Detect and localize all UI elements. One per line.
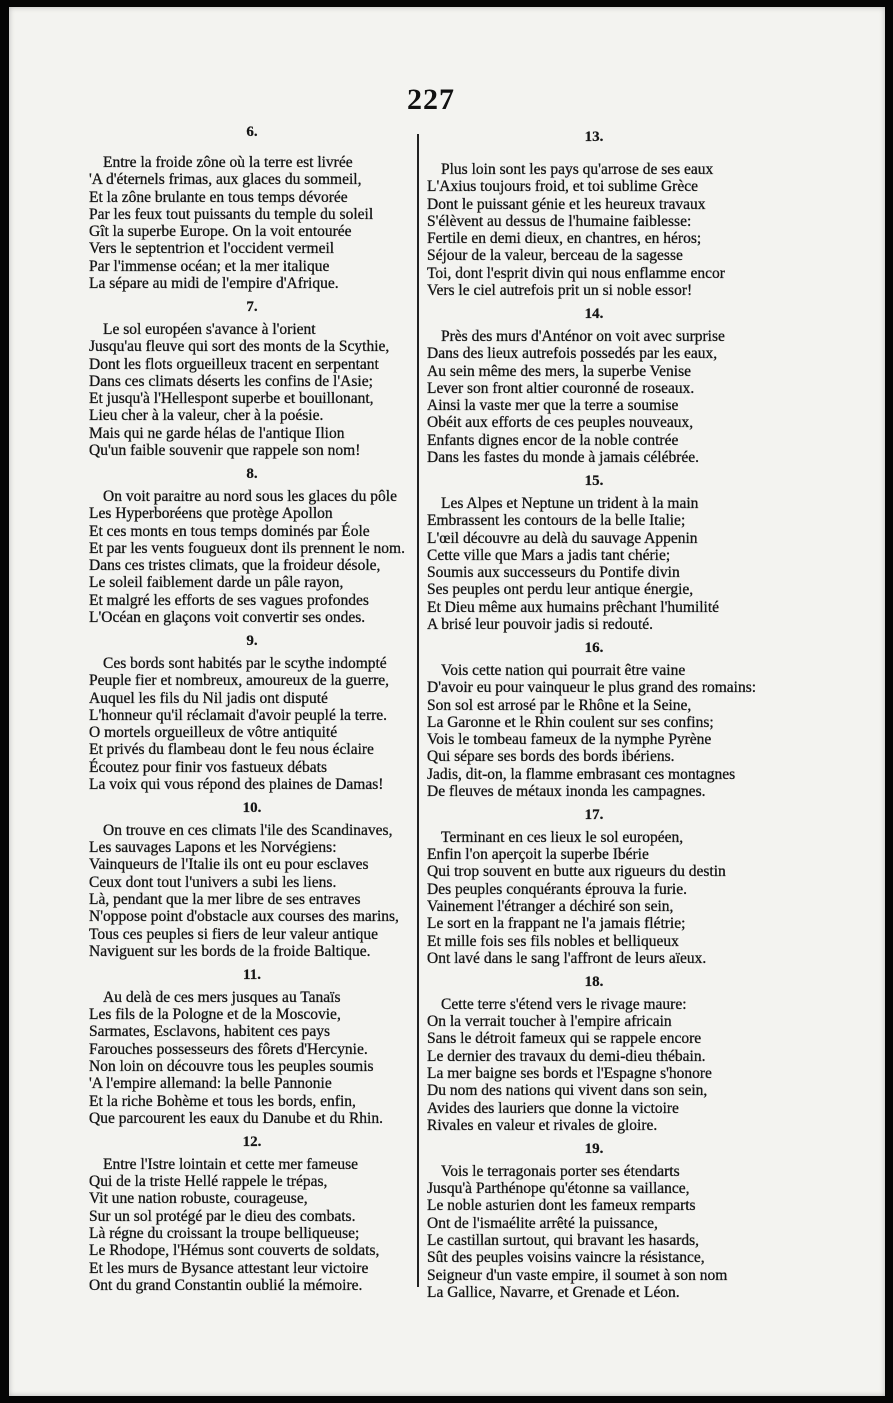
verse-text: Et Dieu même aux humains prêchant l'humilité [427,598,720,616]
verse-line [89,741,415,758]
verse-text: Lieu cher à la valeur, cher à la poésie. [89,407,324,425]
verse-line [427,161,761,178]
verse-line [427,1065,761,1082]
verse-text: La mer baigne ses bords et l'Espagne s'honore [427,1065,712,1083]
verse-text: Près des murs d'Anténor on voit avec surprise [441,327,725,345]
verse-text: Jadis, dit-on, la flamme embrasant ces montagnes [427,765,736,783]
verse-text: Naviguent sur les bords de la froide Baltique. [89,942,371,960]
verse-line [89,223,415,240]
verse-line [427,915,761,932]
verse-line [89,609,415,626]
verse-text: Vois le terragonais porter ses étendarts [441,1162,680,1180]
stanza-number: 19. [584,1140,604,1157]
verse-line [427,714,761,731]
verse-text: Farouches possesseurs des fôrets d'Hercynie. [89,1040,368,1058]
verse-text: Obéit aux efforts de ces peuples nouveaux, [427,414,694,432]
verse-text: Entre la froide zône où la terre est livrée [103,154,353,171]
verse-text: Ont lavé dans le sang l'affront de leurs aïeux. [427,949,707,967]
verse-line [89,1006,415,1023]
stanza-number: 9. [246,632,258,649]
verse-line [89,1242,415,1259]
verse-text: Les Alpes et Neptune un trident à la main [441,494,699,512]
verse-line [89,171,415,188]
verse-text: La Gallice, Navarre, et Grenade et Léon. [427,1283,680,1301]
stanza-number: 8. [246,465,258,482]
stanza [89,1129,415,1294]
verse-text: Qu'un faible souvenir que rappele son nom! [89,442,361,460]
verse-text: L'œil découvre au delà du sauvage Appenin [427,529,698,547]
verse-text: Au delà de ces mers jusques au Tanaïs [103,988,341,1006]
verse-line [427,1180,761,1197]
stanza [89,628,415,793]
stanza-number: 16. [584,639,604,656]
verse-line [427,547,761,564]
verse-line [427,213,761,230]
stanza [427,969,761,1134]
verse-line [89,1208,415,1225]
verse-text: Et par les vents fougueux dont ils prennent le nom. [89,539,405,557]
verse-line [89,1277,415,1294]
verse-line [89,154,415,171]
verse-text: On trouve en ces climats l'ile des Scandinaves, [103,821,393,839]
verse-line [89,442,415,459]
verse-line [89,1190,415,1207]
stanza-number: 11. [243,966,261,983]
stanza-number: 15. [584,472,604,489]
verse-text: Vois le tombeau fameux de la nymphe Pyrène [427,731,712,749]
verse-text: Au sein même des mers, la superbe Venise [427,362,692,380]
verse-line [427,1117,761,1134]
stanza-number: 7. [246,298,258,315]
verse-text: Et ces monts en tous temps dominés par Éole [89,522,370,540]
verse-line [89,373,415,390]
verse-line [89,1058,415,1075]
verse-text: Dont les flots orgueilleux tracent en serpentant [89,355,379,373]
stanza [427,802,761,967]
verse-line [427,414,761,431]
verse-text: Cette terre s'étend vers le rivage maure: [441,995,687,1013]
verse-text: Sût des peuples voisins vaincre la résistance, [427,1249,705,1267]
verse-text: Qui sépare ses bords des bords ibériens. [427,748,675,766]
verse-text: Non loin on découvre tous les peuples soumis [89,1058,374,1076]
stanza [427,1136,761,1301]
verse-line [427,530,761,547]
verse-text: La voix qui vous répond des plaines de Damas! [89,775,384,793]
verse-text: Écoutez pour finir vos fastueux débats [89,758,328,776]
verse-text: A brisé leur pouvoir jadis si redouté. [427,616,653,634]
verse-text: Vainqueurs de l'Italie ils ont eu pour esclaves [89,856,369,874]
verse-line [427,432,761,449]
verse-line [427,1100,761,1117]
stanza-number: 12. [242,1133,262,1150]
verse-text: Et jusqu'à l'Hellespont superbe et bouillonant, [89,390,374,408]
stanza-number: 13. [584,129,604,145]
verse-text: Du nom des nations qui vivent dans son sein, [427,1082,708,1100]
verse-text: Et malgré les efforts de ses vagues profondes [89,591,369,609]
verse-line [89,488,415,505]
verse-text: Le soleil faiblement darde un pâle rayon, [89,574,344,592]
verse-line [427,512,761,529]
verse-text: Embrassent les contours de la belle Italie; [427,512,686,530]
verse-text: Vois cette nation qui pourrait être vaine [441,661,686,679]
verse-text: Ont de l'ismaélite arrêté la puissance, [427,1214,658,1232]
verse-text: O mortels orgueilleux de vôtre antiquité [89,724,338,742]
verse-line [427,1232,761,1249]
stanza [89,461,415,626]
stanza-number: 6. [246,124,258,140]
stanza [427,301,761,466]
verse-text: On la verrait toucher à l'empire africain [427,1013,672,1031]
verse-text: Le sort en la frappant ne l'a jamais flétrie; [427,915,686,933]
verse-line [427,1215,761,1232]
verse-line [427,581,761,598]
verse-text: Que parcourent les eaux du Danube et du Rhin. [89,1109,383,1127]
verse-line [89,839,415,856]
verse-text: De fleuves de métaux inonda les campagnes. [427,782,706,800]
verse-text: Sarmates, Esclavons, habitent ces pays [89,1023,331,1041]
verse-line [89,1173,415,1190]
verse-text: Soumis aux successeurs du Pontife divin [427,564,680,582]
verse-line [89,523,415,540]
verse-text: Vainement l'étranger a déchiré son sein, [427,898,674,916]
verse-line [89,1225,415,1242]
verse-line [89,407,415,424]
verse-line [89,989,415,1006]
column-divider [417,134,419,1287]
verse-text: Le dernier des travaux du demi-dieu thébain. [427,1047,706,1065]
verse-line [89,540,415,557]
verse-text: Enfants dignes encor de la noble contrée [427,431,679,449]
stanza [89,119,415,292]
verse-text: Et la riche Bohème et tous les bords, enfin, [89,1092,356,1110]
verse-text: Tous ces peuples si fiers de leur valeur antique [89,925,379,943]
verse-line [427,282,761,299]
verse-line [89,707,415,724]
page-number: 227 [407,83,455,116]
verse-text: Dont le puissant génie et les heureux travaux [427,195,706,213]
verse-line [89,338,415,355]
verse-line [89,592,415,609]
verse-line [89,822,415,839]
verse-text: La Garonne et le Rhin coulent sur ses confins; [427,713,714,731]
verse-line [89,926,415,943]
stanza-number: 17. [584,806,604,823]
verse-line [427,933,761,950]
verse-text: On voit paraitre au nord sous les glaces du pôle [103,487,397,505]
verse-line [427,397,761,414]
verse-text: Des peuples conquérants éprouva la furie. [427,880,687,898]
verse-text: Ces bords sont habités par le scythe indompté [103,654,387,672]
verse-line [89,1075,415,1092]
verse-line [427,748,761,765]
verse-text: Dans les fastes du monde à jamais célébrée. [427,449,700,467]
verse-line [89,1156,415,1173]
stanza [427,124,761,299]
verse-text: Seigneur d'un vaste empire, il soumet à son nom [427,1266,728,1284]
verse-text: Le castillan surtout, qui bravant les hasards, [427,1232,700,1249]
verse-line [89,672,415,689]
verse-text: Par les feux tout puissants du temple du soleil [89,205,374,223]
verse-line [427,247,761,264]
verse-line [427,363,761,380]
verse-line [427,599,761,616]
stanza-number: 10. [242,799,262,816]
verse-text: S'élèvent au dessus de l'humaine faiblesse: [427,212,692,230]
verse-line [89,321,415,338]
verse-line [89,1023,415,1040]
verse-line [427,564,761,581]
stanza [427,468,761,633]
verse-line [427,662,761,679]
verse-line [427,230,761,247]
verse-text: Terminant en ces lieux le sol européen, [441,828,684,846]
verse-text: Ainsi la vaste mer que la terre a soumise [427,397,679,415]
verse-line [89,891,415,908]
verse-line [89,356,415,373]
column-right [427,124,761,1303]
verse-text: Rivales en valeur et rivales de gloire. [427,1116,658,1134]
verse-line [427,1013,761,1030]
stanza [89,962,415,1127]
verse-text: Et les murs de Bysance attestant leur victoire [89,1259,369,1277]
verse-text: D'avoir eu pour vainqueur le plus grand des romains: [427,679,757,697]
verse-text: Sans le détroit fameux qui se rappele encore [427,1030,702,1048]
verse-text: Ses peuples ont perdu leur antique énergie, [427,581,694,599]
verse-text: Peuple fier et nombreux, amoureux de la guerre, [89,672,389,690]
verse-text: Mais qui ne garde hélas de l'antique Ilion [89,424,345,442]
verse-text: Plus loin sont les pays qu'arrose de ses eaux [441,161,714,178]
verse-text: Et mille fois ses fils nobles et belliqueux [427,932,679,950]
verse-line [427,1197,761,1214]
verse-line [89,1110,415,1127]
verse-text: Jusqu'à Parthénope qu'étonne sa vaillance, [427,1180,690,1198]
verse-text: Enfin l'on aperçoit la superbe Ibérie [427,846,649,864]
verse-line [427,449,761,466]
verse-line [89,690,415,707]
verse-text: Lever son front altier couronné de roseaux. [427,379,695,397]
verse-text: Dans ces tristes climats, que la froideur désole, [89,557,381,575]
verse-line [427,616,761,633]
verse-line [89,275,415,292]
verse-line [427,1249,761,1266]
verse-text: Vit une nation robuste, courageuse, [89,1190,308,1208]
verse-text: Sur un sol protégé par le dieu des combats. [89,1207,356,1225]
verse-line [89,943,415,960]
verse-line [427,345,761,362]
verse-text: L'Océan en glaçons voit convertir ses ondes. [89,609,366,627]
verse-text: Cette ville que Mars a jadis tant chérie; [427,546,671,564]
verse-line [89,206,415,223]
verse-text: Entre l'Istre lointain et cette mer fameuse [103,1155,358,1173]
verse-line [89,1041,415,1058]
verse-line [89,724,415,741]
verse-line [427,265,761,282]
verse-text: Le noble asturien dont les fameux remparts [427,1197,696,1215]
verse-text: Jusqu'au fleuve qui sort des monts de la Scythie, [89,338,390,356]
verse-line [89,557,415,574]
verse-line [427,1163,761,1180]
stanza [427,635,761,800]
verse-line [427,679,761,696]
verse-text: Fertile en demi dieux, en chantres, en héros; [427,230,702,248]
verse-line [427,766,761,783]
verse-text: 'A l'empire allemand: la belle Pannonie [89,1075,332,1093]
verse-line [89,258,415,275]
page [9,7,885,1396]
verse-line [427,1267,761,1284]
verse-line [427,196,761,213]
verse-text: Séjour de la valeur, berceau de la sagesse [427,247,683,265]
verse-text: Dans ces climats déserts les confins de l'Asie; [89,372,373,390]
verse-line [427,328,761,345]
verse-text: Son sol est arrosé par le Rhône et la Seine, [427,696,692,714]
verse-text: Vers le ciel autrefois prit un si noble essor! [427,282,693,300]
verse-text: Dans des lieux autrefois possedés par les eaux, [427,345,718,363]
verse-text: Ont du grand Constantin oublié la mémoire. [89,1276,363,1294]
stanza-number: 14. [584,305,604,322]
verse-line [427,1082,761,1099]
verse-line [427,731,761,748]
verse-line [427,996,761,1013]
verse-line [427,380,761,397]
verse-text: N'oppose point d'obstacle aux courses des marins, [89,908,399,926]
verse-text: Les Hyperboréens que protège Apollon [89,505,333,523]
verse-text: Qui trop souvent en butte aux rigueurs du destin [427,863,726,881]
verse-line [427,898,761,915]
verse-line [89,505,415,522]
verse-text: La sépare au midi de l'empire d'Afrique. [89,275,339,293]
verse-text: Vers le septentrion et l'occident vermeil [89,240,335,258]
verse-line [427,846,761,863]
verse-line [89,390,415,407]
stanza [89,294,415,459]
verse-text: Gît la superbe Europe. On la voit entourée [89,223,352,241]
verse-line [89,655,415,672]
verse-text: Auquel les fils du Nil jadis ont disputé [89,689,328,707]
verse-line [427,783,761,800]
verse-line [427,829,761,846]
verse-line [427,697,761,714]
verse-text: Là régne du croissant la troupe belliqueuse; [89,1225,360,1242]
stanza [89,795,415,960]
verse-line [89,874,415,891]
verse-text: Le sol européen s'avance à l'orient [103,320,316,338]
stanza-number: 18. [584,973,604,990]
verse-line [89,908,415,925]
verse-line [427,950,761,967]
verse-text: Là, pendant que la mer libre de ses entraves [89,891,361,909]
verse-line [427,1048,761,1065]
verse-line [89,189,415,206]
verse-line [89,759,415,776]
verse-line [427,178,761,195]
column-left [89,119,415,1296]
verse-line [427,863,761,880]
verse-line [89,425,415,442]
verse-text: L'honneur qu'il réclamait d'avoir peuplé la terre. [89,706,388,724]
verse-text: 'A d'éternels frimas, aux glaces du sommeil, [89,171,362,189]
verse-line [427,1284,761,1301]
verse-line [89,574,415,591]
verse-text: Ceux dont tout l'univers a subi les liens. [89,873,337,891]
verse-line [427,495,761,512]
verse-text: L'Axius toujours froid, et toi sublime Grèce [427,178,698,196]
verse-line [427,1030,761,1047]
verse-text: Les fils de la Pologne et de la Moscovie, [89,1006,341,1024]
verse-line [89,856,415,873]
verse-text: Toi, dont l'esprit divin qui nous enflamme encor [427,264,725,282]
verse-line [427,881,761,898]
verse-text: Par l'immense océan; et la mer italique [89,257,330,275]
verse-text: Qui de la triste Hellé rappele le trépas, [89,1173,328,1191]
verse-text: Et la zône brulante en tous temps dévorée [89,188,348,206]
verse-text: Et privés du flambeau dont le feu nous éclaire [89,741,374,759]
verse-text: Les sauvages Lapons et les Norvégiens: [89,839,337,857]
verse-line [89,776,415,793]
verse-line [89,1260,415,1277]
verse-line [89,240,415,257]
verse-text: Avides des lauriers que donne la victoire [427,1099,679,1117]
verse-line [89,1093,415,1110]
verse-text: Le Rhodope, l'Hémus sont couverts de soldats, [89,1242,380,1260]
